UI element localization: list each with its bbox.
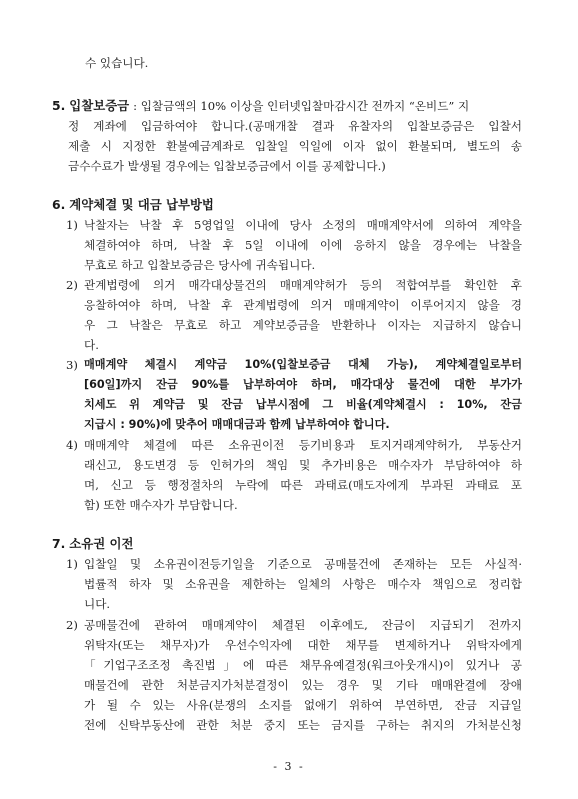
section-6-item-1-line-1: 낙찰자는 낙찰 후 5영업일 이내에 당사 소정의 매매계약서에 의하여 계약을 [84, 218, 522, 232]
section-7-heading [52, 536, 522, 552]
section-7-item-2-line-6: 전에 신탁부동산에 관한 처분 중지 또는 금지를 구하는 취지의 가처분신청 [84, 718, 522, 732]
section-7-item-2-line-4: 매물건에 관한 처분금지가처분결정이 있는 경우 및 기타 매매완결에 장애 [84, 678, 522, 692]
section-7-item-2-line-3: 「기업구조조정 촉진법」에 따른 채무유예결정(워크아웃개시)이 있거나 공 [84, 658, 522, 672]
section-7-item-1-marker: 1) [66, 557, 78, 571]
section-6-item-4-line-4: 함) 또한 매수자가 부담합니다. [84, 498, 238, 512]
section-6-item-4-line-2: 래신고, 용도변경 등 인허가의 책임 및 추가비용은 매수자가 부담하여야 하 [84, 458, 522, 472]
section-7-item-1-line-3: 니다. [84, 597, 111, 611]
section-6-heading [52, 197, 522, 213]
section-7-item-2-line-2: 위탁자(또는 채무자)가 우선수익자에 대한 채무를 변제하거나 위탁자에게 [84, 638, 522, 652]
section-7-item-1-line-1: 입찰일 및 소유권이전등기일을 기준으로 공매물건에 존재하는 모든 사실적· [84, 557, 522, 571]
section-6-title: 계약체결 및 대금 납부방법 [69, 197, 214, 212]
section-6-item-3-line-4: 지급시 : 90%)에 맞추어 매매대금과 함께 납부하여야 합니다. [84, 418, 390, 431]
page-number: - 3 - [273, 760, 305, 773]
section-7-title: 소유권 이전 [69, 536, 134, 551]
section-6-item-4-line-3: 며, 신고 등 행정절차의 누락에 따른 과태료(매도자에게 부과된 과태료 포 [84, 478, 522, 492]
section-5-line-4: 금수수료가 발생될 경우에는 입찰보증금에서 이를 공제합니다.) [68, 159, 386, 173]
section-6-item-3-line-3: 치세도 위 계약금 및 잔금 납부시점에 그 비율(계약체결시 : 10%, 잔금 [84, 398, 522, 411]
section-7-item-2-line-1: 공매물건에 관하여 매매계약이 체결된 이후에도, 잔금이 지급되기 전까지 [84, 618, 522, 632]
section-6-item-2-line-1: 관계법령에 의거 매각대상물건의 매매계약허가 등의 적합여부를 확인한 후 [84, 278, 522, 292]
section-6-item-3-marker: 3) [66, 358, 78, 372]
section-7-item-1-line-2: 법률적 하자 및 소유권을 제한하는 일체의 사항은 매수자 책임으로 정리합 [84, 577, 522, 591]
section-7-item-2-marker: 2) [66, 618, 78, 632]
section-6-item-3-line-2: [60일]까지 잔금 90%를 납부하여야 하며, 매각대상 물건에 대한 부가가 [84, 378, 522, 391]
intro-tail-text: 수 있습니다. [85, 56, 149, 70]
section-5-number: 5. [52, 98, 66, 113]
section-6-item-1-line-2: 체결하여야 하며, 낙찰 후 5일 이내에 이에 응하지 않을 경우에는 낙찰을 [84, 238, 522, 252]
section-6-item-4-line-1: 매매계약 체결에 따른 소유권이전 등기비용과 토지거래계약허가, 부동산거 [84, 438, 522, 452]
section-6-item-2-line-3: 우 그 낙찰은 무효로 하고 계약보증금을 반환하나 이자는 지급하지 않습니 [84, 318, 522, 332]
section-7-number: 7. [52, 536, 66, 551]
section-6-item-1-marker: 1) [66, 218, 78, 232]
section-6-item-3-line-1: 매매계약 체결시 계약금 10%(입찰보증금 대체 가능), 계약체결일로부터 [84, 358, 522, 371]
section-6-item-4-marker: 4) [66, 438, 78, 452]
section-5-title: 입찰보증금 [69, 98, 130, 113]
section-5-line-1: : 입찰금액의 10% 이상을 인터넷입찰마감시간 전까지 “온비드” 지 [133, 99, 470, 113]
section-7-item-2-line-5: 가 될 수 있는 사유(분쟁의 소지를 없애기 위하여 부연하면, 잔금 지급일 [84, 698, 522, 712]
section-5-first-line [52, 98, 522, 114]
section-6-number: 6. [52, 197, 66, 212]
section-6-item-2-line-4: 다. [84, 338, 99, 352]
section-6-item-2-line-2: 응찰하여야 하며, 낙찰 후 관계법령에 의거 매매계약이 이루어지지 않을 경 [84, 298, 522, 312]
section-5-line-2: 정 계좌에 입금하여야 합니다.(공매개찰 결과 유찰자의 입찰보증금은 입찰서 [68, 119, 522, 133]
section-6-item-1-line-3: 무효로 하고 입찰보증금은 당사에 귀속됩니다. [84, 258, 316, 272]
section-5-line-3: 제출 시 지정한 환불예금계좌로 입찰일 익일에 이자 없이 환불되며, 별도의 송 [68, 139, 522, 153]
section-6-item-2-marker: 2) [66, 278, 78, 292]
